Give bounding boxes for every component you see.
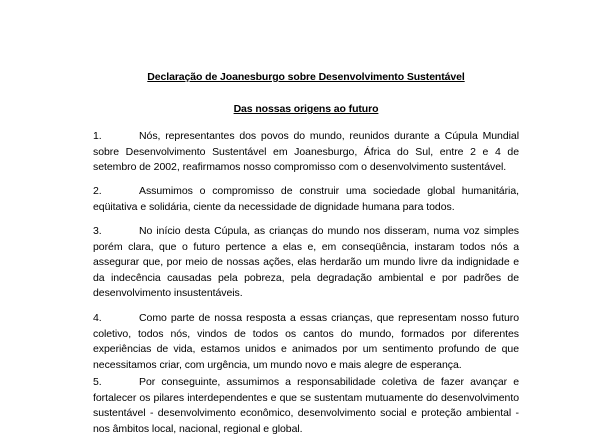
document-title: Declaração de Joanesburgo sobre Desenvolvimento Sustentável (147, 71, 465, 83)
paragraph-text: Por conseguinte, assumimos a responsabilidade coletiva de fazer avançar e fortalecer os pilares interdependentes e que se sustentam mutuamente do desenvolvimento sustentável - desenvolvimento econômico, desenvolvimento social e proteção ambiental - nos âmbitos local, nacional, regional e global. (93, 376, 519, 435)
paragraph-2 (93, 184, 519, 215)
paragraph-text: Como parte de nossa resposta a essas crianças, que representam nosso futuro coletivo, todos nós, vindos de todos os cantos do mundo, formados por diferentes experiências de vida, estamos unidos e animados por um sentimento profundo de que necessitamos criar, com urgência, um mundo novo e mais alegre de esperança. (93, 312, 519, 371)
document-subtitle: Das nossas origens ao futuro (233, 103, 379, 115)
paragraph-number: 2. (93, 185, 102, 197)
paragraph-number: 4. (93, 312, 102, 324)
paragraph-number: 5. (93, 376, 102, 388)
paragraph-number: 3. (93, 225, 102, 237)
paragraph-3 (93, 224, 519, 302)
paragraph-5 (93, 375, 519, 437)
paragraph-4 (93, 311, 519, 373)
paragraph-text: No início desta Cúpula, as crianças do mundo nos disseram, numa voz simples porém clara, que o futuro pertence a elas e, em conseqüência, instaram todos nós a assegurar que, por meio de nossas ações, elas herdarão um mundo livre da indignidade e da indecência causadas pela pobreza, pela degradação ambiental e por padrões de desenvolvimento insustentáveis. (93, 225, 519, 300)
paragraph-1 (93, 129, 519, 176)
paragraph-text: Assumimos o compromisso de construir uma sociedade global humanitária, eqüitativa e solidária, ciente da necessidade de dignidade humana para todos. (93, 185, 519, 213)
paragraph-number: 1. (93, 130, 102, 142)
paragraph-text: Nós, representantes dos povos do mundo, reunidos durante a Cúpula Mundial sobre Desenvolvimento Sustentável em Joanesburgo, África do Sul, entre 2 e 4 de setembro de 2002, reafirmamos nosso compromisso com o desenvolvimento sustentável. (93, 130, 519, 174)
